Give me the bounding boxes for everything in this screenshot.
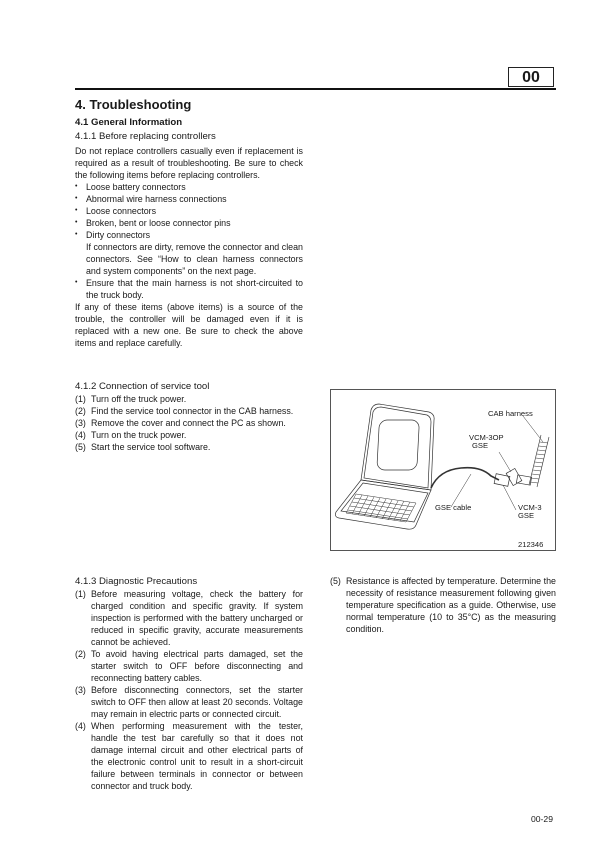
item-number: (4) [75,721,86,731]
label-vcm-3-gse: GSE [518,511,535,520]
step-text: Remove the cover and connect the PC as shown. [91,418,286,428]
step-number: (2) [75,406,86,416]
bullet-item: • Ensure that the main harness is not short-circuited to the truck body. [75,277,303,301]
step-text: Turn on the truck power. [91,430,187,440]
section-diagnostic-precautions [75,575,303,792]
item-text: To avoid having electrical parts damaged, set the starter switch to OFF before disconnecting and reconnecting battery cables. [91,649,303,683]
label-gse-cable: GSE cable [435,503,472,512]
item-number: (2) [75,649,86,659]
bullet-item: • Abnormal wire harness connections [75,193,303,205]
heading-4-1-3: 4.1.3 Diagnostic Precautions [75,576,198,587]
step-item [75,441,303,453]
header-rule [75,88,556,90]
item-number: (1) [75,589,86,599]
step-item [75,393,303,405]
intro-paragraph: Do not replace controllers casually even if replacement is required as a result of troubleshooting. Be sure to check the following items before replacing controllers. [75,146,303,180]
gse-cable-line [431,468,499,488]
step-text: Start the service tool software. [91,442,211,452]
section-general-information [75,117,303,349]
heading-4-1-1: 4.1.1 Before replacing controllers [75,131,216,142]
bullet-item: • Loose battery connectors [75,181,303,193]
service-tool-connection-figure [330,389,556,551]
label-vcm-3op: VCM-3OP [469,433,504,442]
item-text: Before measuring voltage, check the battery for charged condition and specific gravity. If system inspection is performed with the battery uncharged or reduced in specific gravity, accurate measurements cannot be achieved. [91,589,303,647]
closing-paragraph: If any of these items (above items) is a source of the trouble, the controller will be damaged even if it is replaced with a new one. Be sure to check the above items and replace carefully. [75,302,303,348]
page-title: 4. Troubleshooting [75,97,192,112]
step-item [75,417,303,429]
item-number: (3) [75,685,86,695]
step-number: (4) [75,430,86,440]
item-number: (5) [330,576,341,586]
item-text: Resistance is affected by temperature. Determine the necessity of resistance measurement following given temperature specification as a guide. Otherwise, use normal temperature (10 to 35°C) as the measuring condition. [346,576,556,634]
label-cab-harness: CAB harness [488,409,533,418]
step-item [75,405,303,417]
label-vcm-3: VCM-3 [518,503,542,512]
heading-4-1: 4.1 General Information [75,117,183,128]
page-number: 00-29 [531,814,553,824]
connector-icon [494,468,531,486]
precaution-item [75,684,303,720]
item-text: When performing measurement with the tester, handle the test bar carefully so that it does not damage internal circuit and other electrical parts of the electronic control unit to result in a short-circuit failure between terminals in connector or between connector and truck body. [91,721,303,791]
bullet-item: • Dirty connectors [75,229,303,241]
dirty-connectors-note: If connectors are dirty, remove the connector and clean connectors. See “How to clean harness connectors and system components” on the next page. [86,242,303,276]
step-item [75,429,303,441]
step-text: Find the service tool connector in the CAB harness. [91,406,294,416]
precaution-item [330,575,556,635]
figure-number: 212346 [518,540,544,549]
bullet-item: • Broken, bent or loose connector pins [75,217,303,229]
label-vcm-3op-gse: GSE [472,441,489,450]
section-diagnostic-precautions-continued [330,575,556,635]
section-connection-of-service-tool [75,380,303,453]
heading-4-1-2: 4.1.2 Connection of service tool [75,381,210,392]
step-number: (1) [75,394,86,404]
harness-icon [529,435,549,487]
bullet-item: • Loose connectors [75,205,303,217]
step-text: Turn off the truck power. [91,394,187,404]
step-number: (3) [75,418,86,428]
leader-lines [451,416,543,510]
laptop-icon [335,404,434,529]
precaution-item [75,720,303,792]
item-text: Before disconnecting connectors, set the starter switch to OFF then allow at least 20 seconds. Voltage may remain in electric parts or connected circuit. [91,685,303,719]
section-tab: 00 [508,67,554,87]
step-number: (5) [75,442,86,452]
precaution-item [75,648,303,684]
precaution-item [75,588,303,648]
